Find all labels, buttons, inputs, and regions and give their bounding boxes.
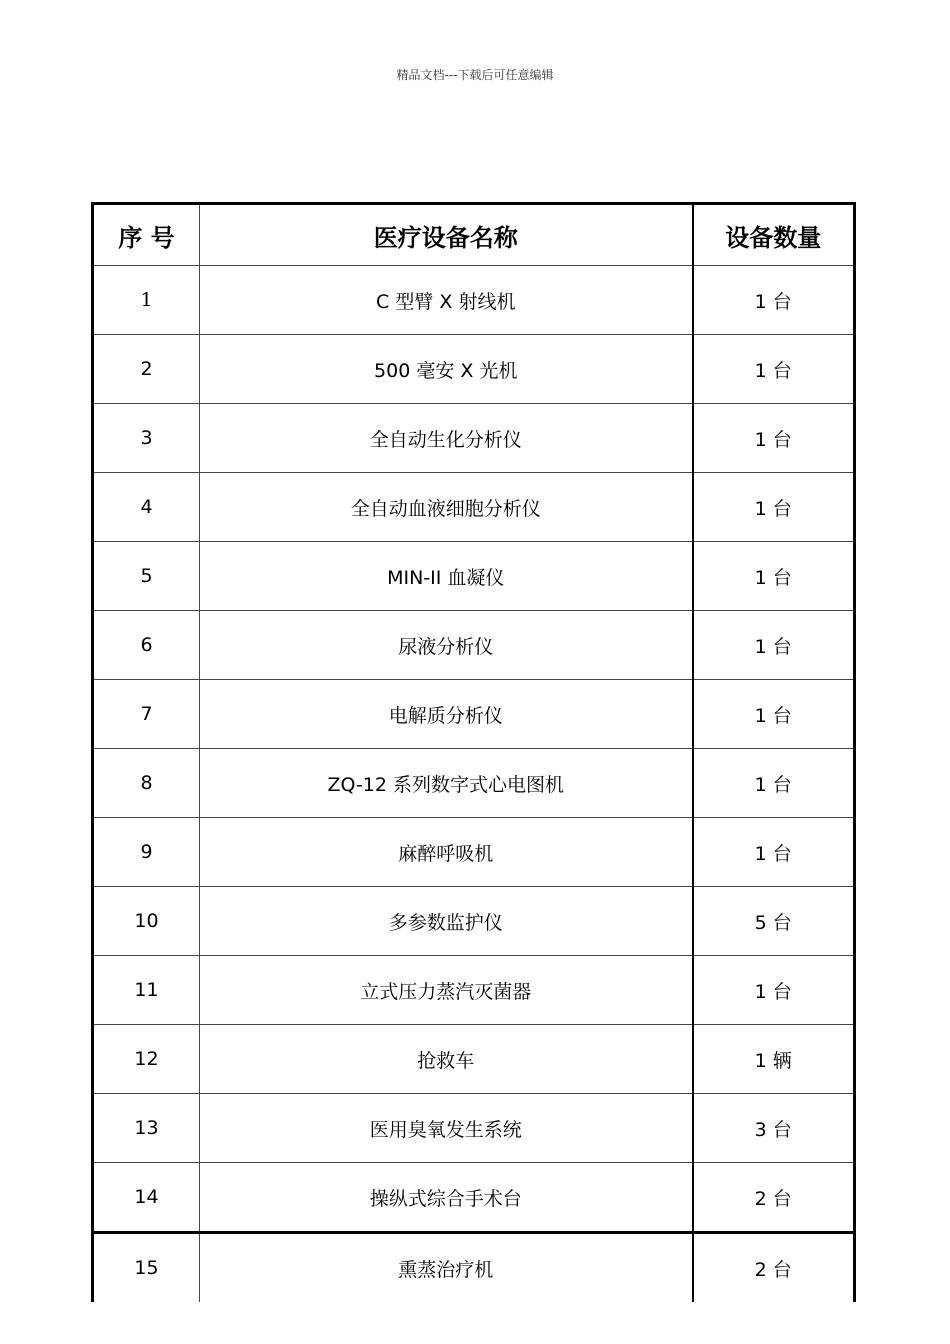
row-number: 11 (93, 956, 200, 1025)
row-equipment-name: 多参数监护仪 (200, 887, 693, 956)
row-number: 2 (93, 335, 200, 404)
row-equipment-name: 操纵式综合手术台 (200, 1163, 693, 1233)
table-row (93, 335, 855, 404)
table-row (93, 266, 855, 335)
row-number: 4 (93, 473, 200, 542)
row-equipment-name: 抢救车 (200, 1025, 693, 1094)
row-quantity: 1 台 (693, 473, 855, 542)
table-row (93, 749, 855, 818)
row-equipment-name: 全自动血液细胞分析仪 (200, 473, 693, 542)
row-number: 9 (93, 818, 200, 887)
row-equipment-name: 500 毫安 X 光机 (200, 335, 693, 404)
row-quantity: 1 台 (693, 818, 855, 887)
row-quantity: 1 台 (693, 266, 855, 335)
row-number: 1 (93, 266, 200, 335)
row-equipment-name: 全自动生化分析仪 (200, 404, 693, 473)
table-row (93, 1163, 855, 1233)
table-row (93, 887, 855, 956)
equipment-table (91, 202, 856, 1302)
row-quantity: 2 台 (693, 1233, 855, 1303)
row-quantity: 1 台 (693, 611, 855, 680)
row-quantity: 1 台 (693, 749, 855, 818)
header-serial-number: 序 号 (93, 204, 200, 266)
row-quantity: 1 台 (693, 335, 855, 404)
row-quantity: 1 台 (693, 680, 855, 749)
row-quantity: 1 台 (693, 542, 855, 611)
row-equipment-name: 麻醉呼吸机 (200, 818, 693, 887)
row-equipment-name: 医用臭氧发生系统 (200, 1094, 693, 1163)
row-number: 5 (93, 542, 200, 611)
table-row (93, 956, 855, 1025)
row-quantity: 1 辆 (693, 1025, 855, 1094)
table-row (93, 1233, 855, 1303)
row-number: 3 (93, 404, 200, 473)
row-quantity: 3 台 (693, 1094, 855, 1163)
row-equipment-name: 尿液分析仪 (200, 611, 693, 680)
table-row (93, 473, 855, 542)
row-number: 13 (93, 1094, 200, 1163)
header-equipment-quantity: 设备数量 (693, 204, 855, 266)
table-row (93, 1094, 855, 1163)
row-number: 10 (93, 887, 200, 956)
row-number: 12 (93, 1025, 200, 1094)
row-quantity: 1 台 (693, 404, 855, 473)
table-row (93, 1025, 855, 1094)
row-equipment-name: MIN-II 血凝仪 (200, 542, 693, 611)
table-row (93, 680, 855, 749)
row-number: 6 (93, 611, 200, 680)
row-equipment-name: 熏蒸治疗机 (200, 1233, 693, 1303)
row-equipment-name: ZQ-12 系列数字式心电图机 (200, 749, 693, 818)
row-number: 8 (93, 749, 200, 818)
table-row (93, 542, 855, 611)
row-quantity: 2 台 (693, 1163, 855, 1233)
table-row (93, 404, 855, 473)
row-quantity: 1 台 (693, 956, 855, 1025)
header-note: 精品文档---下载后可任意编辑 (396, 68, 554, 82)
row-equipment-name: 电解质分析仪 (200, 680, 693, 749)
row-number: 7 (93, 680, 200, 749)
table-row (93, 818, 855, 887)
table-row (93, 611, 855, 680)
row-number: 14 (93, 1163, 200, 1233)
row-equipment-name: 立式压力蒸汽灭菌器 (200, 956, 693, 1025)
row-quantity: 5 台 (693, 887, 855, 956)
header-equipment-name: 医疗设备名称 (200, 204, 693, 266)
table-header-row (93, 204, 855, 266)
row-equipment-name: C 型臂 X 射线机 (200, 266, 693, 335)
row-number: 15 (93, 1233, 200, 1303)
